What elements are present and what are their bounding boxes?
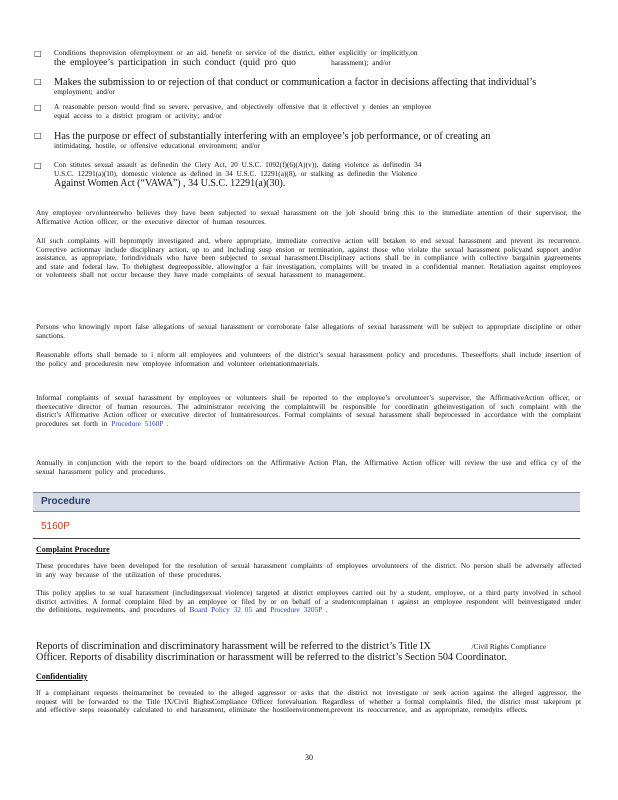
paragraph: All such complaints will bepromptly investigated and, where appropriate, immediate corrective action will betaken to end sexual harassment and prevent its recurrence. Corrective actionmay include disciplinary action, up to and including susp ension or termination, against those who violate the sexual harassment policyand support and/or assistance, as appropriate, forindividuals who have been subjected to sexual harassment.Disciplinary actions shall be in compliance with collective bargainin gagreements and state and federal law. To thehighest degreepossible, allowingfor a fair investigation, complaints will be treated in a confidential manner. Retaliation against employees or volunteers shall not occur because they have made complaints of sexual harassment to management. [36,236,581,280]
heading-complaint-procedure: Complaint Procedure [36,545,110,554]
reports-text: Officer. Reports of disability discrimination or harassment will be referred to the district’s Section 504 Coordinator. [36,652,507,663]
divider [33,538,580,539]
bullet-text: Con stitutes sexual assault as definedin the Clery Act, 20 U.S.C. 1092(f)(6)(A)(v)), dating violence as definedin 34 [54,160,422,169]
reports-paragraph [36,641,581,663]
reports-text: Reports of discrimination and discriminatory harassment will be referred to the district’s Title IX [36,641,431,652]
section-header-bar [33,492,580,512]
bullet-text: equal access to a district program or activity; and/or [54,110,222,120]
bullet-item [34,161,579,189]
page-number: 30 [305,753,313,762]
paragraph: These procedures have been developed for the resolution of sexual harassment complaints of employees orvolunteers of the district. No person shall be adversely affected in any way because of the utilization of these procedures. [36,561,581,579]
bullet-text: the employee’s participation in such conduct (quid pro quo [54,56,296,68]
bullet-item [34,49,579,68]
paragraph: If a complainant requests theimameinot be revealed to the alleged aggressor or asks that the district not investigate or seek action against the alleged aggressor, the request will be forwarded to the Title IX/Civil RightsCompliance Officer forevaluation. Regardless of whether a formal complaintis filed, the district must takeprom pt and effective steps reasonably calculated to end harassment, eliminate the hostileenvironment,prevent its reoccurrence, and as appropriate, remedyits effects. [36,688,581,715]
bullet-text: A reasonable person would find so severe, pervasive, and objectively offensive that it effectivel y denies an employee [54,102,432,111]
reports-text: /Civil Rights Compliance [471,642,547,651]
bullet-text: intimidating, hostile, or offensive educational environment; and/or [54,141,260,150]
paragraph-text: and [255,605,267,615]
bullet-box-icon: □ [34,161,42,170]
bullet-item [34,131,579,151]
section-header-title: Procedure [41,496,91,507]
paragraph: Informal complaints of sexual harassment by employees or volunteers shall be reported to the employee’s orvolunteer’s supervisor, the AffirmativeAction officer, or theexecutive director of human resources. The administrator receiving the complaintwill be responsible for coordinatin gtheinvestigation of such complaint with the district’s Affirmative Action officer or executive director of humanresources. Formal complaints of sexual harassment shall beprocessed in accordance with the complaint procedures set forth in Procedure 5160P . [36,393,581,428]
bullet-text: Conditions theprovision ofemployment or an aid, benefit or service of the district, either explicitly or implicitly,on [54,48,418,57]
paragraph: This policy applies to se xual harassment (includingsexual violence) targeted at district employees carried out by a student, employee, or a third party involved in school district activities. A formal complaint filed by an employee or filed by or on behalf of a studentcomplainan t against an employee respondent will beinvestigated under the definitions, requirements, and procedures of Board Policy 32 05 and Procedure 3205P . [36,588,581,615]
bullet-text: harassment); and/or [331,57,391,67]
procedure-5160p-link[interactable]: 5160P [144,418,164,428]
procedure-link[interactable]: Procedure [111,418,141,428]
paragraph-text: This policy applies to se xual harassment (includingsexual violence) targeted at district employees carried out by a student, employee, or a third party involved in school district activities. A formal complaint filed by an employee or filed by or on behalf of a studentcomplainan t against an employee respondent will beinvestigated under the definitions, requirements, and procedures of [36,588,581,615]
bullet-box-icon: □ [34,77,42,86]
bullet-item [34,77,579,97]
paragraph: Annually in conjunction with the report to the board ofdirectors on the Affirmative Action Plan, the Affirmative Action officer will review the use and effica cy of the sexual harassment policy and procedures. [36,458,581,476]
paragraph-text: Informal complaints of sexual harassment by employees or volunteers shall be reported to the employee’s orvolunteer’s supervisor, the AffirmativeAction officer, or theexecutive director of human resources. The administrator receiving the complaintwill be responsible for coordinatin gtheinvestigation of such complaint with the district’s Affirmative Action officer or executive director of humanresources. Formal complaints of sexual harassment shall beprocessed in accordance with the complaint procedures set forth in [36,393,581,428]
bullet-box-icon: □ [34,131,42,140]
bullet-text: U.S.C. 12291(a)(10), domestic violence as defined in 34 U.S.C. 12291(a)(8), or stalking as definedin the Violence [54,168,418,178]
heading-confidentiality: Confidentiality [36,672,88,681]
procedure-code: 5160P [41,521,70,532]
bullet-item [34,103,579,120]
paragraph: Any employee orvolunteerwho believes they have been subjected to sexual harassment on the job should bring this to the immediate attention of their supervisor, the Affirmative Action officer, or the executive director of human resources. [36,208,581,226]
bullet-box-icon: □ [34,103,42,112]
bullet-text: Has the purpose or effect of substantially interfering with an employee’s job performance, or of creating an [54,131,491,142]
paragraph: Persons who knowingly report false allegations of sexual harassment or corroborate false allegations of sexual harassment will be subject to appropriate discipline or other sanctions. [36,322,581,340]
bullet-text: Makes the submission to or rejection of that conduct or communication a factor in decisions affecting that individual’s [54,77,537,88]
bullet-text: Against Women Act (“VAWA”) , 34 U.S.C. 12291(a)(30). [54,178,286,190]
bullet-box-icon: □ [34,49,42,58]
paragraph: Reasonable efforts shall bemade to i nform all employees and volunteers of the district’s sexual harassment policy and procedures. Theseefforts shall include insertion of the policy and proceduresin new employee information and volunteer orientationmaterials. [36,350,581,368]
procedure-3205p-link[interactable]: Procedure 3205P [270,605,323,615]
bullet-text: employment; and/or [54,87,115,96]
board-policy-link[interactable]: Board Policy 32 05 [189,605,253,615]
